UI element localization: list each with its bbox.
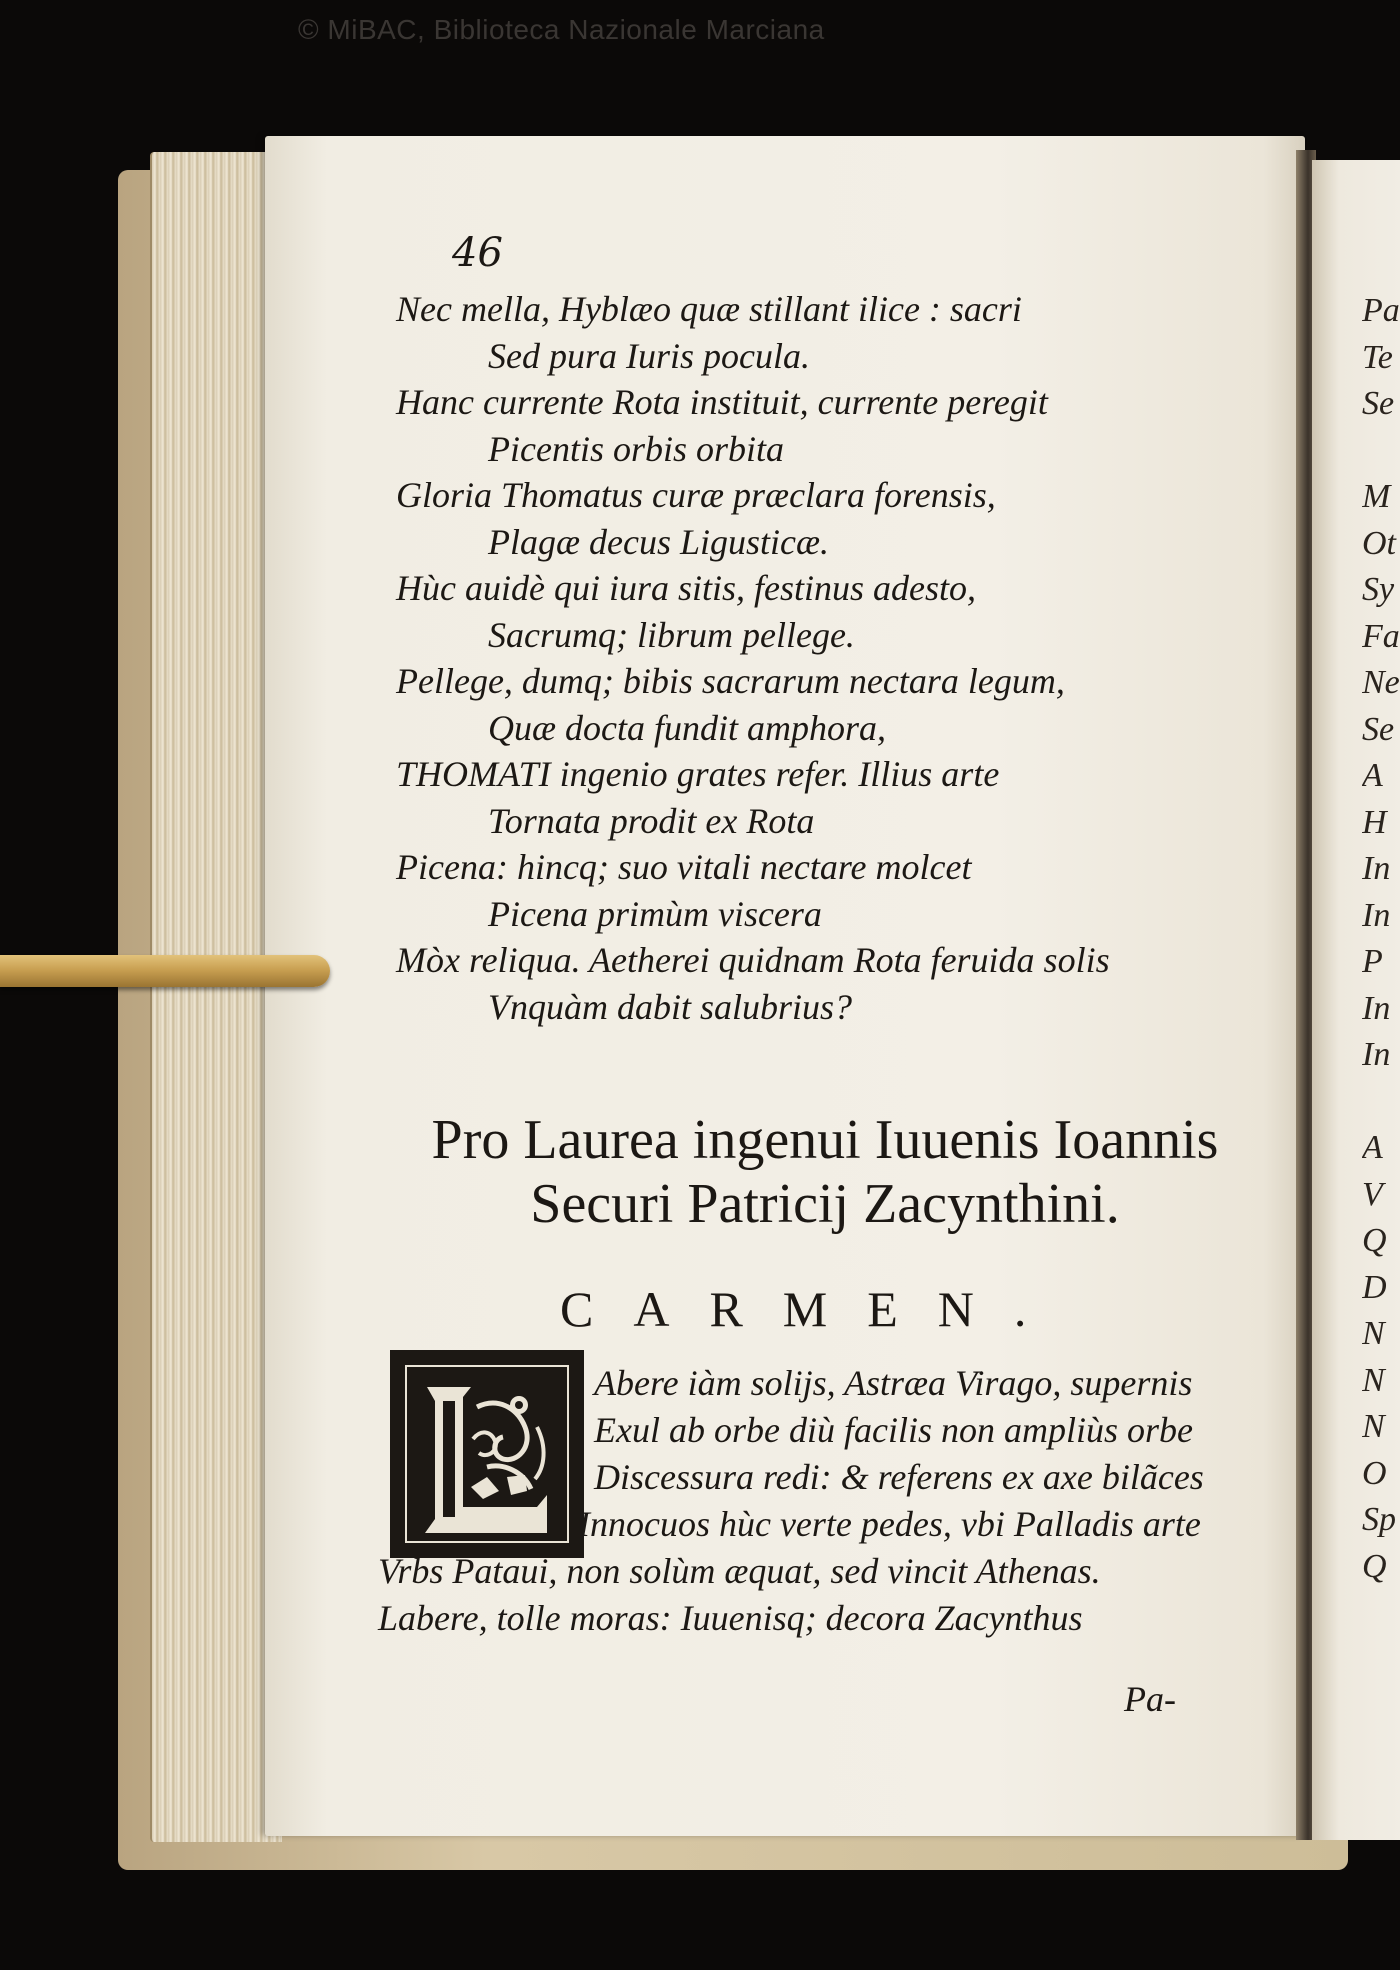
verse-line: Pellege, dumq; bibis sacrarum nectara legum, <box>396 661 1065 701</box>
facing-page-letter: A <box>1362 1129 1383 1166</box>
facing-page-letter: N <box>1362 1361 1385 1399</box>
facing-page-letter: P <box>1362 943 1383 980</box>
facing-page-letter <box>1362 1079 1400 1126</box>
facing-page-fragments <box>1362 288 1400 1590</box>
facing-page-letter: Sp <box>1362 1501 1396 1538</box>
facing-page-letter: O <box>1362 1454 1387 1492</box>
poem-line: Labere, tolle moras: Iuuenisq; decora Zacynthus <box>378 1598 1083 1638</box>
poem-line: Exul ab orbe diù facilis non ampliùs orbe <box>594 1410 1193 1450</box>
facing-page-letter: M <box>1362 478 1391 515</box>
carmen-title: CARMEN. <box>560 1281 1067 1337</box>
verse-line: Sed pura Iuris pocula. <box>488 335 810 376</box>
facing-page-letter: Q <box>1362 1547 1387 1585</box>
facing-page-letter: Se <box>1362 710 1395 748</box>
verse-block <box>396 286 1276 1030</box>
page-number: 46 <box>452 230 503 276</box>
poem-line: Discessura redi: & referens ex axe bilãces <box>594 1457 1204 1497</box>
verse-line: Hanc currente Rota instituit, currente peregit <box>396 382 1048 422</box>
facing-page-letter: H <box>1362 803 1387 841</box>
section-heading <box>390 1108 1260 1236</box>
facing-page-letter: In <box>1362 989 1391 1027</box>
heading-line-1: Pro Laurea ingenui Iuuenis Ioannis <box>431 1109 1219 1171</box>
poem-block <box>378 1360 1268 1642</box>
facing-page-letter: N <box>1362 1315 1385 1352</box>
poem-line: Vrbs Pataui, non solùm æquat, sed vincit Athenas. <box>378 1551 1101 1591</box>
verse-line: Hùc auidè qui iura sitis, festinus adesto, <box>396 568 976 608</box>
facing-page-letter: Sy <box>1362 571 1395 608</box>
verse-line: Vnquàm dabit salubrius? <box>488 986 853 1027</box>
bookmark-stick <box>0 955 330 987</box>
catchword: Pa- <box>1124 1679 1176 1719</box>
verse-line: Sacrumq; librum pellege. <box>488 614 855 655</box>
verse-line: Picentis orbis orbita <box>488 428 784 469</box>
facing-page-letter: Te <box>1362 338 1393 376</box>
copyright-watermark: © MiBAC, Biblioteca Nazionale Marciana <box>298 14 825 45</box>
facing-page-letter: N <box>1362 1408 1385 1445</box>
facing-page-letter: In <box>1362 850 1391 887</box>
facing-page-letter: A <box>1362 757 1383 794</box>
verse-line: Quæ docta fundit amphora, <box>488 707 887 748</box>
verse-line: Nec mella, Hyblæo quæ stillant ilice : sacri <box>396 289 1022 329</box>
poem-line: Abere iàm solijs, Astræa Virago, supernis <box>594 1363 1193 1403</box>
verse-line: THOMATI ingenio grates refer. Illius arte <box>396 754 1000 794</box>
facing-page-letter: D <box>1362 1268 1387 1306</box>
facing-page-letter: In <box>1362 1036 1391 1073</box>
facing-page-letter: Se <box>1362 385 1395 422</box>
facing-page-letter: V <box>1362 1175 1383 1213</box>
page-block-edges <box>150 152 282 1842</box>
facing-page-letter: Fa <box>1362 617 1400 655</box>
poem-line: Innocuos hùc verte pedes, vbi Palladis arte <box>578 1504 1201 1544</box>
verse-line: Gloria Thomatus curæ præclara forensis, <box>396 475 996 515</box>
facing-page-letter: Ot <box>1362 524 1396 562</box>
facing-page-letter: Pa <box>1362 292 1400 329</box>
facing-page-letter: In <box>1362 896 1391 934</box>
verse-line: Mòx reliqua. Aetherei quidnam Rota feruida solis <box>396 940 1110 980</box>
verse-line: Tornata prodit ex Rota <box>488 800 815 841</box>
verse-line: Picena: hincq; suo vitali nectare molcet <box>396 847 972 887</box>
verse-line: Picena primùm viscera <box>488 893 822 934</box>
facing-page-letter <box>1362 428 1400 475</box>
facing-page-letter: Q <box>1362 1222 1387 1259</box>
facing-page-letter: Ne <box>1362 664 1400 701</box>
heading-line-2: Securi Patricij Zacynthini. <box>530 1173 1120 1235</box>
verse-line: Plagæ decus Ligusticæ. <box>488 521 829 562</box>
